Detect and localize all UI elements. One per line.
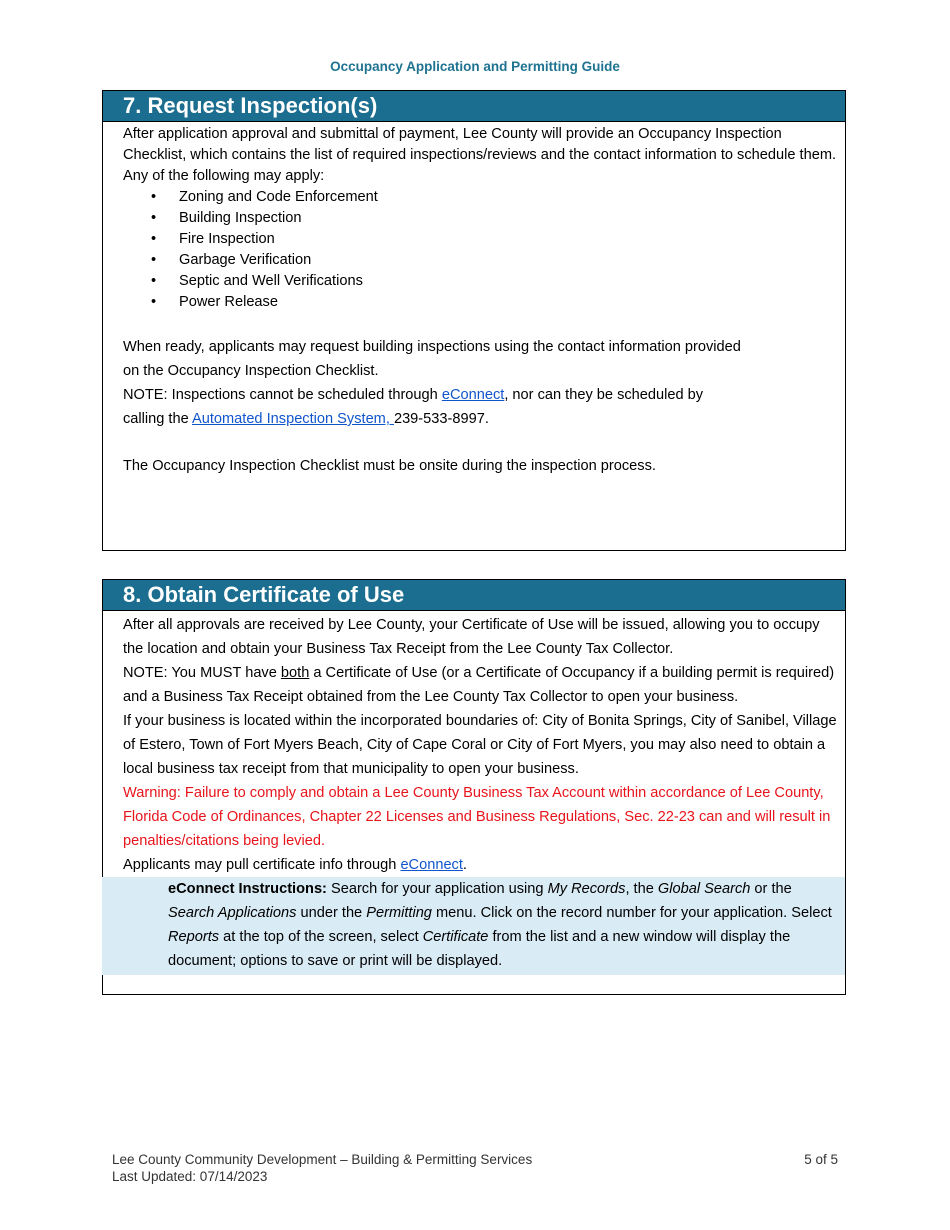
- onsite-text: The Occupancy Inspection Checklist must be onsite during the inspection process.: [123, 458, 656, 474]
- footer-updated: Last Updated: 07/14/2023: [112, 1169, 268, 1184]
- instr-text: at the top of the screen, select: [219, 929, 423, 945]
- ready-text: When ready, applicants may request building inspections using the contact information provided on the Occupancy Inspection Checklist.: [123, 339, 741, 379]
- list-item: • Power Release: [123, 292, 839, 313]
- instr-text: Search for your application using: [326, 881, 548, 897]
- econnect-link[interactable]: eConnect: [400, 857, 463, 873]
- note-emphasis: both: [280, 665, 310, 681]
- instr-term: My Records: [547, 881, 626, 897]
- section-certificate-of-use: [102, 579, 846, 995]
- page-header: Occupancy Application and Permitting Guide: [330, 59, 620, 74]
- instr-text: , the: [625, 881, 658, 897]
- warning-text: Warning: Failure to comply and obtain a Lee County Business Tax Account within accordance of Lee County, Florida Code of Ordinances, Chapter 22 Licenses and Business Regulations, Sec. 22-23 can and will result in penalties/citations being levied.: [123, 785, 831, 849]
- automated-inspection-link[interactable]: Automated Inspection System,: [191, 411, 394, 427]
- section-request-inspections: [102, 90, 846, 551]
- instructions-label: eConnect Instructions:: [168, 881, 327, 897]
- footer-org: Lee County Community Development – Building & Permitting Services: [112, 1152, 533, 1167]
- note-text: , nor can they be scheduled by calling the: [123, 387, 704, 427]
- instr-text: from the list and a new window will display the document; options to save or print will be displayed.: [168, 929, 791, 969]
- section-title: 8. Obtain Certificate of Use: [103, 580, 845, 611]
- pull-certificate-text: [123, 853, 839, 877]
- instr-term: Reports: [168, 929, 220, 945]
- phone-number: 239-533-8997.: [393, 411, 489, 427]
- instr-term: Permitting: [366, 905, 432, 921]
- instr-term: Certificate: [422, 929, 489, 945]
- list-item: • Building Inspection: [123, 208, 839, 229]
- instr-text: under the: [296, 905, 367, 921]
- certificate-intro: After all approvals are received by Lee County, your Certificate of Use will be issued, allowing you to occupy the location and obtain your Business Tax Receipt from the Lee County Tax Collector.: [123, 617, 820, 657]
- econnect-link[interactable]: eConnect: [441, 387, 505, 403]
- list-item: • Fire Inspection: [123, 229, 839, 250]
- instr-text: menu. Click on the record number for your application. Select: [431, 905, 832, 921]
- instr-term: Global Search: [657, 881, 751, 897]
- note-text: NOTE: You MUST have: [123, 665, 281, 681]
- inspection-list: [123, 187, 839, 313]
- note-text: a Certificate of Use (or a Certificate of Occupancy if a building permit is required) and a Business Tax Receipt obtained from the Lee County Tax Collector to open your business.: [123, 665, 835, 705]
- list-item: • Septic and Well Verifications: [123, 271, 839, 292]
- page-number: 5 of 5: [804, 1152, 838, 1167]
- certificate-note: [123, 661, 839, 709]
- note-text: NOTE: Inspections cannot be scheduled through: [123, 387, 442, 403]
- section-title: 7. Request Inspection(s): [103, 91, 845, 122]
- page-footer: [112, 1151, 838, 1185]
- apply-text: Any of the following may apply:: [123, 168, 325, 184]
- pull-text: .: [462, 857, 467, 873]
- inspection-note: [123, 383, 743, 431]
- list-item: • Zoning and Code Enforcement: [123, 187, 839, 208]
- inspection-intro: After application approval and submittal of payment, Lee County will provide an Occupancy Inspection Checklist, which contains the list of required inspections/reviews and the contact information to schedule them.: [123, 126, 837, 163]
- list-item: • Garbage Verification: [123, 250, 839, 271]
- pull-text: Applicants may pull certificate info through: [123, 857, 401, 873]
- municipality-text: If your business is located within the incorporated boundaries of: City of Bonita Springs, City of Sanibel, Village of Estero, Town of Fort Myers Beach, City of Cape Coral or City of Fort Myers, you may also need to obtain a local business tax receipt from that municipality to open your business.: [123, 713, 837, 777]
- instr-text: or the: [750, 881, 792, 897]
- instr-term: Search Applications: [168, 905, 297, 921]
- econnect-instructions: [102, 877, 845, 975]
